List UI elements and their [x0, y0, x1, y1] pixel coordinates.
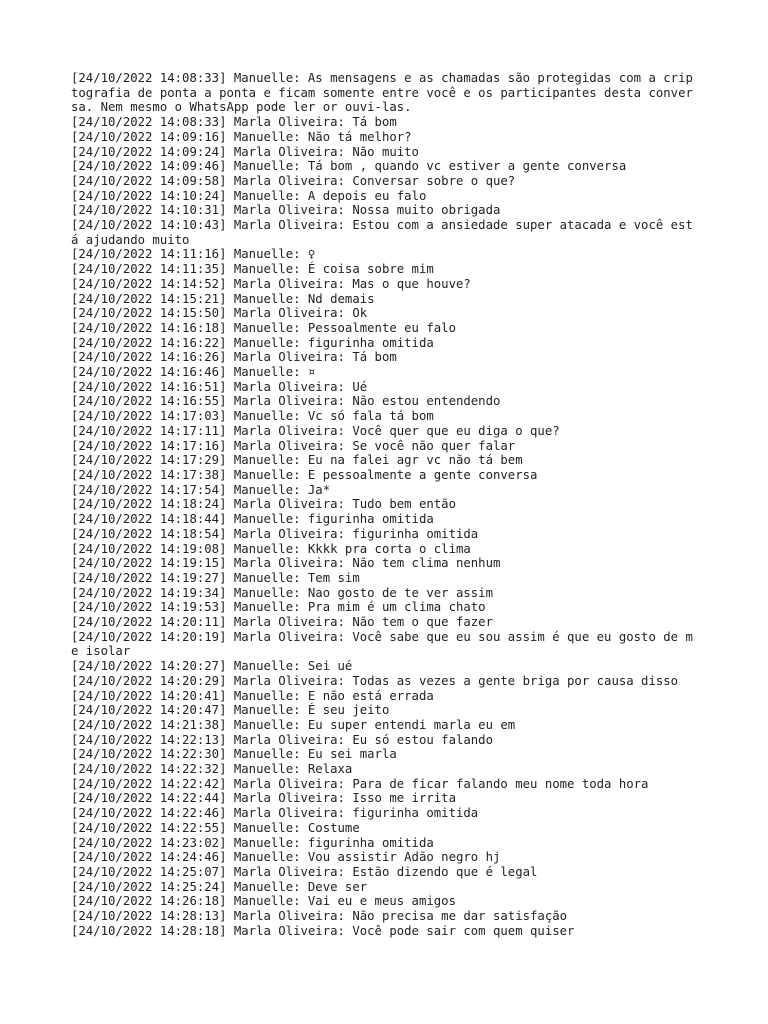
chat-message-line: [24/10/2022 14:15:21] Manuelle: Nd demais	[71, 291, 375, 306]
chat-message-line: [24/10/2022 14:09:46] Manuelle: Tá bom , quando vc estiver a gente conversa	[71, 159, 627, 174]
chat-log	[71, 71, 697, 938]
chat-message-line: [24/10/2022 14:28:18] Marla Oliveira: Você pode sair com quem quiser	[71, 923, 575, 938]
chat-message-line: [24/10/2022 14:16:22] Manuelle: figurinha omitida	[71, 335, 434, 350]
chat-message-line: [24/10/2022 14:17:03] Manuelle: Vc só fala tá bom	[71, 409, 434, 424]
chat-message-line: [24/10/2022 14:22:13] Marla Oliveira: Eu só estou falando	[71, 732, 493, 747]
chat-message-line: [24/10/2022 14:22:44] Marla Oliveira: Isso me irrita	[71, 791, 456, 806]
chat-message-line: [24/10/2022 14:26:18] Manuelle: Vai eu e meus amigos	[71, 894, 456, 909]
chat-message-line: [24/10/2022 14:11:16] Manuelle: ♀	[71, 247, 316, 262]
chat-message-line: [24/10/2022 14:19:53] Manuelle: Pra mim é um clima chato	[71, 600, 486, 615]
chat-message-line: [24/10/2022 14:17:54] Manuelle: Ja*	[71, 482, 331, 497]
chat-message-line: [24/10/2022 14:20:29] Marla Oliveira: Todas as vezes a gente briga por causa disso	[71, 673, 679, 688]
chat-message-line: [24/10/2022 14:09:24] Marla Oliveira: Não muito	[71, 144, 419, 159]
chat-message-line: [24/10/2022 14:22:30] Manuelle: Eu sei marla	[71, 747, 397, 762]
chat-message-line: [24/10/2022 14:20:41] Manuelle: E não está errada	[71, 688, 434, 703]
chat-message-line: [24/10/2022 14:22:42] Marla Oliveira: Para de ficar falando meu nome toda hora	[71, 776, 649, 791]
chat-message-line: [24/10/2022 14:25:07] Marla Oliveira: Estão dizendo que é legal	[71, 864, 538, 879]
document-page	[71, 71, 697, 938]
chat-message-line: [24/10/2022 14:19:08] Manuelle: Kkkk pra corta o clima	[71, 541, 471, 556]
chat-message-line: [24/10/2022 14:25:24] Manuelle: Deve ser	[71, 879, 368, 894]
chat-message-line: [24/10/2022 14:16:18] Manuelle: Pessoalmente eu falo	[71, 320, 456, 335]
chat-message-line: [24/10/2022 14:14:52] Marla Oliveira: Mas o que houve?	[71, 276, 471, 291]
chat-message-line: [24/10/2022 14:09:58] Marla Oliveira: Conversar sobre o que?	[71, 173, 516, 188]
chat-message-line: [24/10/2022 14:08:33] Marla Oliveira: Tá bom	[71, 115, 397, 130]
chat-message-line: [24/10/2022 14:20:47] Manuelle: É seu jeito	[71, 703, 390, 718]
chat-message-line: [24/10/2022 14:10:43] Marla Oliveira: Estou com a ansiedade super atacada e você está ajudando muito	[71, 218, 693, 247]
chat-message-line: [24/10/2022 14:18:24] Marla Oliveira: Tudo bem então	[71, 497, 456, 512]
chat-message-line: [24/10/2022 14:16:46] Manuelle: ¤	[71, 365, 316, 380]
chat-message-line: [24/10/2022 14:24:46] Manuelle: Vou assistir Adão negro hj	[71, 850, 501, 865]
chat-message-line: [24/10/2022 14:19:34] Manuelle: Nao gosto de te ver assim	[71, 585, 493, 600]
chat-message-line: [24/10/2022 14:17:11] Marla Oliveira: Você quer que eu diga o que?	[71, 423, 560, 438]
chat-message-line: [24/10/2022 14:10:31] Marla Oliveira: Nossa muito obrigada	[71, 203, 501, 218]
chat-message-line: [24/10/2022 14:17:16] Marla Oliveira: Se você não quer falar	[71, 438, 516, 453]
chat-message-line: [24/10/2022 14:18:44] Manuelle: figurinha omitida	[71, 512, 434, 527]
chat-message-line: [24/10/2022 14:16:51] Marla Oliveira: Ué	[71, 379, 368, 394]
chat-message-line: [24/10/2022 14:10:24] Manuelle: A depois eu falo	[71, 188, 427, 203]
chat-message-line: [24/10/2022 14:20:19] Marla Oliveira: Você sabe que eu sou assim é que eu gosto de me isolar	[71, 629, 693, 659]
chat-message-line: [24/10/2022 14:15:50] Marla Oliveira: Ok	[71, 306, 368, 321]
chat-message-line: [24/10/2022 14:23:02] Manuelle: figurinha omitida	[71, 835, 434, 850]
chat-message-line: [24/10/2022 14:21:38] Manuelle: Eu super entendi marla eu em	[71, 717, 516, 732]
chat-message-line: [24/10/2022 14:16:55] Marla Oliveira: Não estou entendendo	[71, 394, 501, 409]
chat-message-line: [24/10/2022 14:19:15] Marla Oliveira: Não tem clima nenhum	[71, 556, 501, 571]
chat-message-line: [24/10/2022 14:22:55] Manuelle: Costume	[71, 820, 360, 835]
chat-message-line: [24/10/2022 14:22:32] Manuelle: Relaxa	[71, 762, 353, 777]
chat-message-line: [24/10/2022 14:22:46] Marla Oliveira: figurinha omitida	[71, 806, 479, 821]
chat-message-line: [24/10/2022 14:16:26] Marla Oliveira: Tá bom	[71, 350, 397, 365]
chat-message-line: [24/10/2022 14:20:27] Manuelle: Sei ué	[71, 659, 353, 674]
chat-message-line: [24/10/2022 14:08:33] Manuelle: As mensagens e as chamadas são protegidas com a criptografia de ponta a ponta e ficam somente entre você e os participantes desta conversa. Nem mesmo o WhatsApp pode ler or ouvi-las.	[71, 71, 693, 115]
chat-message-line: [24/10/2022 14:20:11] Marla Oliveira: Não tem o que fazer	[71, 615, 493, 630]
chat-message-line: [24/10/2022 14:28:13] Marla Oliveira: Não precisa me dar satisfação	[71, 909, 568, 924]
chat-message-line: [24/10/2022 14:17:38] Manuelle: E pessoalmente a gente conversa	[71, 467, 538, 482]
chat-message-line: [24/10/2022 14:18:54] Marla Oliveira: figurinha omitida	[71, 526, 479, 541]
chat-message-line: [24/10/2022 14:11:35] Manuelle: É coisa sobre mim	[71, 262, 434, 277]
chat-message-line: [24/10/2022 14:09:16] Manuelle: Não tá melhor?	[71, 129, 412, 144]
chat-message-line: [24/10/2022 14:17:29] Manuelle: Eu na falei agr vc não tá bem	[71, 453, 523, 468]
chat-message-line: [24/10/2022 14:19:27] Manuelle: Tem sim	[71, 570, 360, 585]
